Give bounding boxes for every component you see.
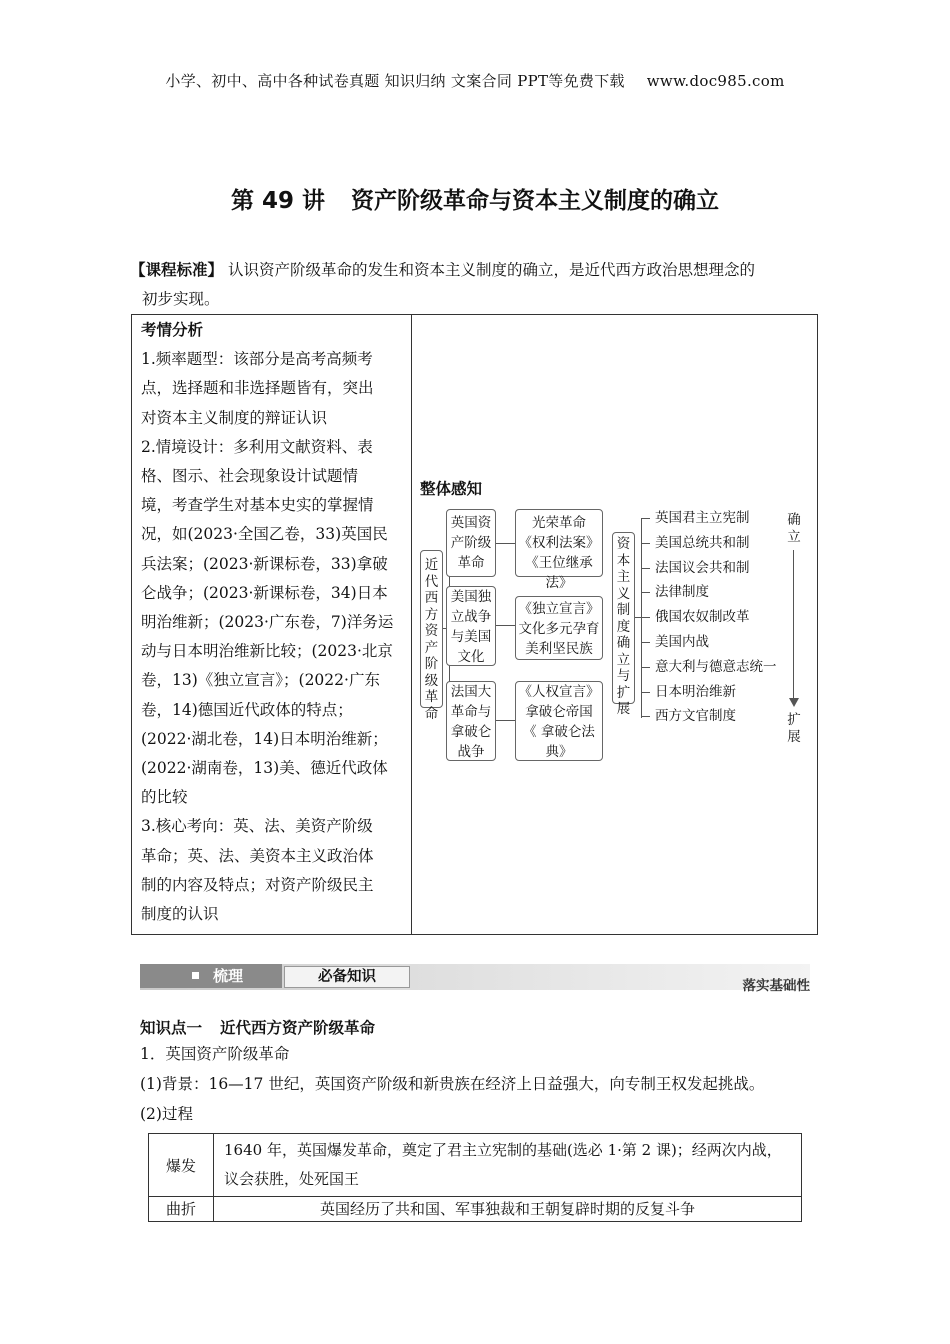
connector-line [496,543,515,544]
site-url-link[interactable]: www.doc985.com [646,72,785,90]
arrow-bottom-label: 扩展 [787,712,801,745]
knowledge-background: (1)背景：16—17 世纪，英国资产阶级和新贵族在经济上日益强大，向专制王权发起挑战。 [140,1075,765,1093]
knowledge-item-heading: 1．英国资产阶级革命 [140,1045,290,1063]
analysis-line: 革命；英、法、美资本主义政治体 [141,846,374,865]
connector-line [641,716,650,717]
lesson-title: 资产阶级革命与资本主义制度的确立 [351,188,720,214]
exam-analysis-heading: 考情分析 [141,321,204,339]
analysis-line: 格、图示、社会现象设计试题情 [141,467,359,486]
analysis-line: 况，如(2023·全国乙卷，33)英国民 [141,525,388,544]
connector-line [641,642,650,643]
connector-line [641,568,650,569]
connector-line [641,692,650,693]
analysis-line: 卷，14)德国近代政体的特点； [141,700,353,719]
ribbon-square-icon [192,972,199,979]
ribbon-section [140,964,282,988]
knowledge-point-number: 知识点一 [140,1019,203,1037]
table-value: 1640 年，英国爆发革命，奠定了君主立宪制的基础(选必 1·第 2 课)；经两次内战，议会获胜，处死国王 [214,1134,802,1197]
mindmap-branch-america: 美国独 立战争 与美国 文化 [446,586,496,666]
course-standard [130,256,816,314]
right-item-civilwar: 美国内战 [655,633,709,650]
ribbon-section-label: 梳理 [213,967,244,985]
knowledge-point-heading [140,1016,375,1038]
connector-line [641,617,650,618]
table-key: 爆发 [149,1134,214,1197]
process-table [148,1133,802,1222]
right-item-us: 美国总统共和制 [655,534,750,551]
analysis-line: 2.情境设计：多利用文献资料、表 [141,437,373,456]
analysis-line: 对资本主义制度的辩证认识 [141,408,328,427]
knowledge-point-title: 近代西方资产阶级革命 [220,1019,376,1037]
knowledge-process-label: (2)过程 [140,1105,193,1123]
connector-line [641,592,650,593]
table-value: 英国经历了共和国、军事独裁和王朝复辟时期的反复斗争 [214,1197,802,1222]
analysis-line: (2022·湖北卷，14)日本明治维新； [141,729,388,748]
table-divider [411,315,412,934]
ribbon-label: 必备知识 [284,966,410,988]
table-key: 曲折 [149,1197,214,1222]
exam-analysis [141,316,405,929]
analysis-line: 卷，13)《独立宣言》；(2022·广东 [141,671,380,690]
arrow-down-icon [789,698,799,707]
analysis-line: 制度的认识 [141,905,219,924]
mindmap-content-america: 《独立宣言》 文化多元孕育 美利坚民族 [515,596,603,660]
analysis-line: 3.核心考向：英、法、美资产阶级 [141,817,373,836]
mindmap-left-root: 近代西方资产阶级革命 [420,550,443,708]
connector-line [641,518,650,519]
analysis-line: 境，考查学生对基本史实的掌握情 [141,496,374,515]
analysis-line: 点，选择题和非选择题皆有，突出 [141,379,374,398]
right-item-uk: 英国君主立宪制 [655,510,750,526]
mindmap-right-root: 资本主义制度确立与扩展 [612,532,635,704]
connector-line [496,625,515,626]
right-item-unification: 意大利与德意志统一 [655,658,777,675]
overview-heading: 整体感知 [420,480,483,498]
right-item-civilservice: 西方文官制度 [655,708,736,725]
table-row [149,1197,802,1222]
analysis-line: (2022·湖南卷，13)美、德近代政体 [141,759,388,778]
connector-line [496,720,515,721]
mindmap-branch-britain: 英国资 产阶级 革命 [446,509,496,577]
table-row [149,1134,802,1197]
mindmap-content-france: 《人权宣言》 拿破仑帝国 《 拿破仑法 典》 [515,681,603,761]
mindmap-branch-france: 法国大 革命与 拿破仑 战争 [446,681,496,761]
lesson-number: 第 49 讲 [230,188,326,214]
ribbon-right-label: 落实基础性 [742,978,810,994]
course-standard-line1: 认识资产阶级革命的发生和资本主义制度的确立，是近代西方政治思想理念的 [227,261,755,279]
arrow-top-label: 确立 [787,512,801,545]
connector-line [641,543,650,544]
analysis-line: 仑战争；(2023·新课标卷，34)日本 [141,583,388,602]
site-header-text: 小学、初中、高中各种试卷真题 知识归纳 文案合同 PPT等免费下载 [165,72,625,90]
course-standard-tag: 【课程标准】 [130,261,224,279]
right-item-fr: 法国议会共和制 [655,559,750,576]
analysis-line: 兵法案；(2023·新课标卷，33)拿破 [141,554,388,573]
course-standard-line2: 初步实现。 [142,290,220,308]
page-title [0,182,950,215]
mindmap-right-items [655,506,790,729]
analysis-line: 制的内容及特点；对资产阶级民主 [141,875,374,894]
analysis-line: 动与日本明治维新比较；(2023·北京 [141,642,393,661]
analysis-line: 1.频率题型：该部分是高考高频考 [141,350,373,369]
analysis-line: 的比较 [141,788,188,807]
arrow-shaft [793,550,794,700]
right-item-meiji: 日本明治维新 [655,683,736,700]
analysis-line: 明治维新；(2023·广东卷，7)洋务运 [141,613,394,632]
mindmap-content-britain: 光荣革命 《权利法案》 《王位继承法》 [515,509,603,577]
site-header [0,70,950,91]
connector-line [641,667,650,668]
exam-analysis-lines [141,345,405,929]
right-item-russia: 俄国农奴制改革 [655,609,750,626]
right-item-law: 法律制度 [655,584,709,601]
